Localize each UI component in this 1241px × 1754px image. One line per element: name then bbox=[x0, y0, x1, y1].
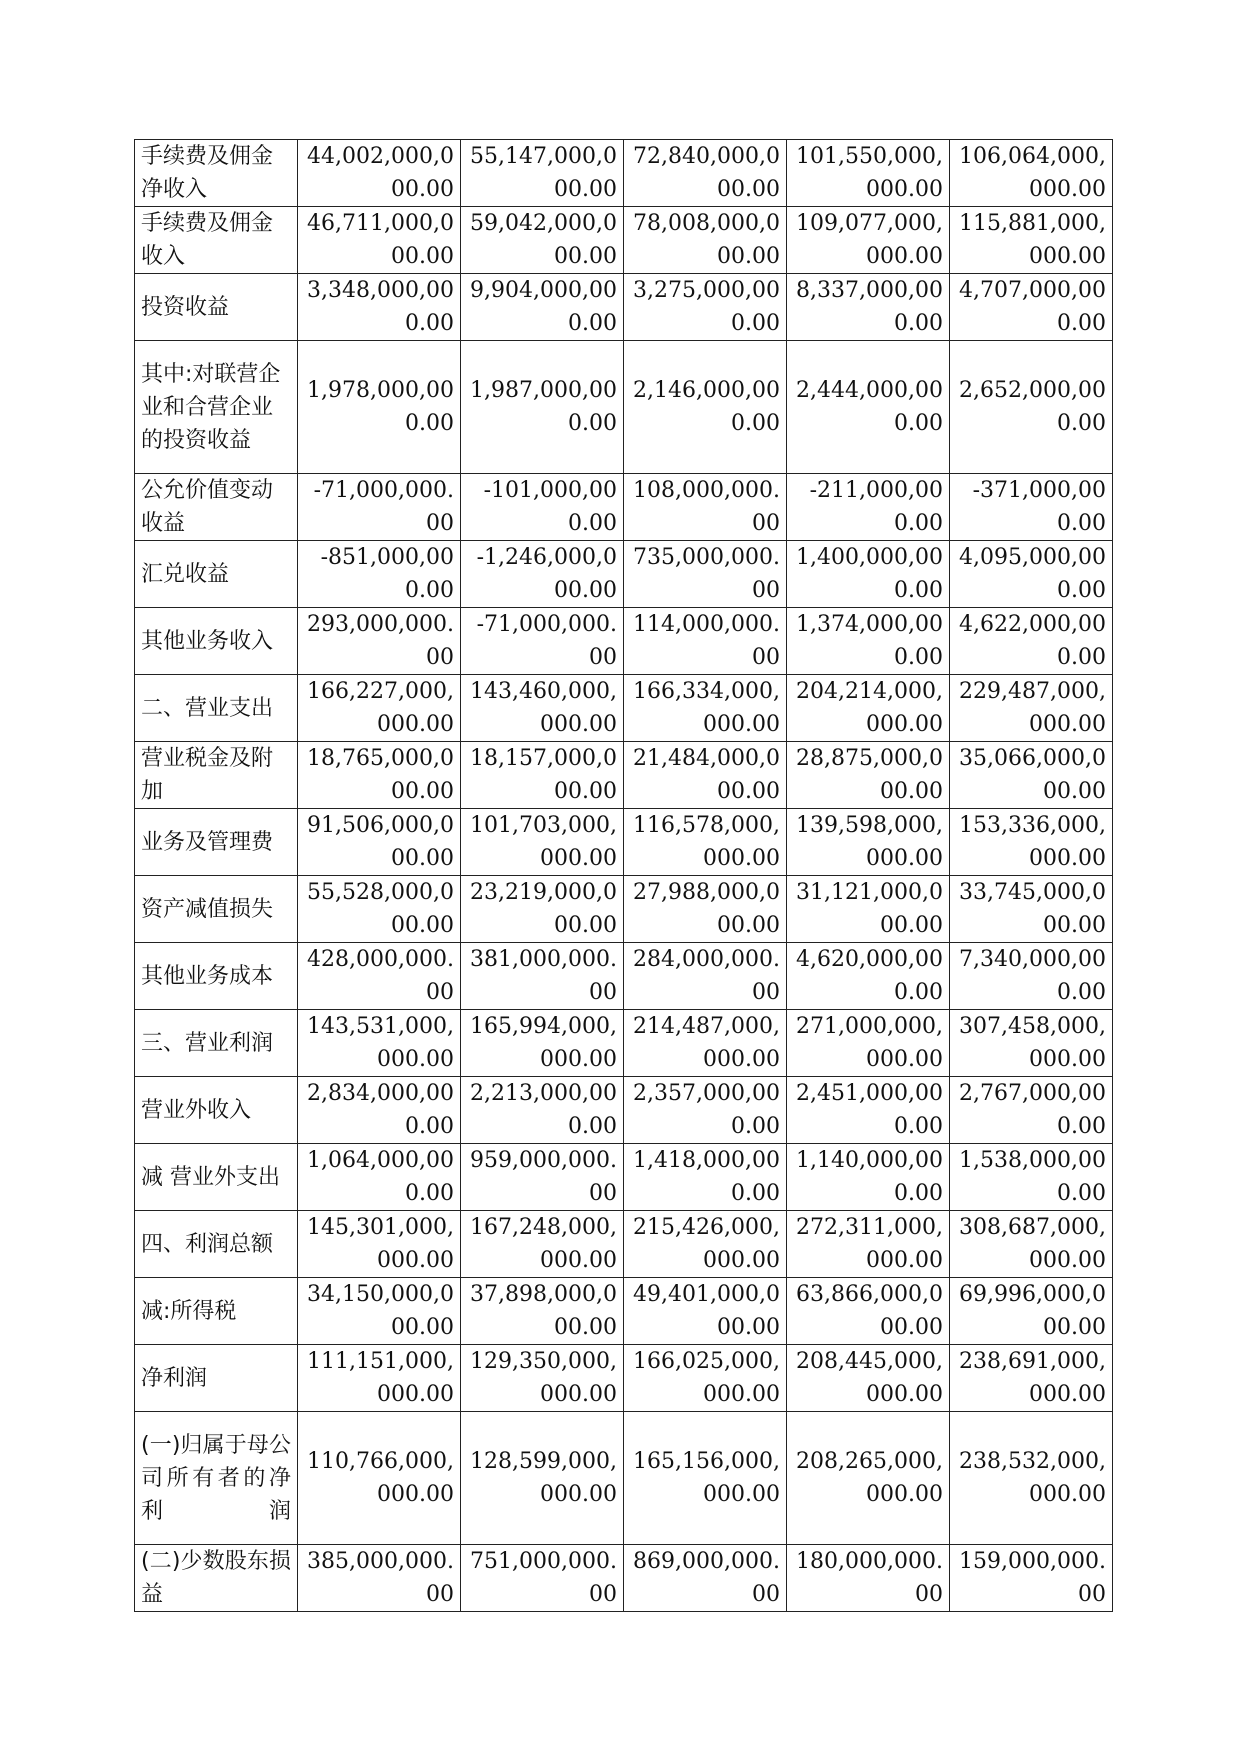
table-cell: -851,000,000.00 bbox=[298, 541, 461, 608]
table-row bbox=[135, 140, 1113, 207]
table-cell: 2,652,000,000.00 bbox=[950, 341, 1113, 474]
table-row bbox=[135, 742, 1113, 809]
row-label: 汇兑收益 bbox=[135, 541, 298, 608]
table-cell: 238,691,000,000.00 bbox=[950, 1345, 1113, 1412]
table-cell: 308,687,000,000.00 bbox=[950, 1211, 1113, 1278]
table-row bbox=[135, 474, 1113, 541]
table-row bbox=[135, 1211, 1113, 1278]
table-cell: 69,996,000,000.00 bbox=[950, 1278, 1113, 1345]
table-cell: 959,000,000.00 bbox=[461, 1144, 624, 1211]
table-row bbox=[135, 1545, 1113, 1612]
table-cell: 28,875,000,000.00 bbox=[787, 742, 950, 809]
table-cell: 115,881,000,000.00 bbox=[950, 207, 1113, 274]
table-cell: 3,275,000,000.00 bbox=[624, 274, 787, 341]
table-cell: 55,528,000,000.00 bbox=[298, 876, 461, 943]
table-cell: 165,156,000,000.00 bbox=[624, 1412, 787, 1545]
table-cell: 139,598,000,000.00 bbox=[787, 809, 950, 876]
table-cell: 1,400,000,000.00 bbox=[787, 541, 950, 608]
table-cell: 145,301,000,000.00 bbox=[298, 1211, 461, 1278]
table-cell: 428,000,000.00 bbox=[298, 943, 461, 1010]
table-cell: 23,219,000,000.00 bbox=[461, 876, 624, 943]
table-cell: 751,000,000.00 bbox=[461, 1545, 624, 1612]
table-row bbox=[135, 1144, 1113, 1211]
table-cell: 2,357,000,000.00 bbox=[624, 1077, 787, 1144]
table-cell: 7,340,000,000.00 bbox=[950, 943, 1113, 1010]
table-cell: 59,042,000,000.00 bbox=[461, 207, 624, 274]
table-cell: 167,248,000,000.00 bbox=[461, 1211, 624, 1278]
table-cell: 44,002,000,000.00 bbox=[298, 140, 461, 207]
table-cell: 1,987,000,000.00 bbox=[461, 341, 624, 474]
row-label: 二、营业支出 bbox=[135, 675, 298, 742]
table-cell: 37,898,000,000.00 bbox=[461, 1278, 624, 1345]
table-cell: 8,337,000,000.00 bbox=[787, 274, 950, 341]
table-cell: 34,150,000,000.00 bbox=[298, 1278, 461, 1345]
row-label: 手续费及佣金净收入 bbox=[135, 140, 298, 207]
table-cell: 101,703,000,000.00 bbox=[461, 809, 624, 876]
table-cell: 385,000,000.00 bbox=[298, 1545, 461, 1612]
table-cell: 214,487,000,000.00 bbox=[624, 1010, 787, 1077]
table-cell: 3,348,000,000.00 bbox=[298, 274, 461, 341]
table-cell: 27,988,000,000.00 bbox=[624, 876, 787, 943]
table-cell: 4,620,000,000.00 bbox=[787, 943, 950, 1010]
table-row bbox=[135, 207, 1113, 274]
table-cell: 238,532,000,000.00 bbox=[950, 1412, 1113, 1545]
table-cell: 307,458,000,000.00 bbox=[950, 1010, 1113, 1077]
table-cell: 293,000,000.00 bbox=[298, 608, 461, 675]
row-label: 公允价值变动收益 bbox=[135, 474, 298, 541]
table-row bbox=[135, 1412, 1113, 1545]
table-row bbox=[135, 1278, 1113, 1345]
table-cell: 4,622,000,000.00 bbox=[950, 608, 1113, 675]
table-row bbox=[135, 341, 1113, 474]
row-label: 净利润 bbox=[135, 1345, 298, 1412]
table-cell: 4,095,000,000.00 bbox=[950, 541, 1113, 608]
table-cell: -1,246,000,000.00 bbox=[461, 541, 624, 608]
table-cell: 114,000,000.00 bbox=[624, 608, 787, 675]
table-cell: 116,578,000,000.00 bbox=[624, 809, 787, 876]
row-label: 资产减值损失 bbox=[135, 876, 298, 943]
table-cell: 1,374,000,000.00 bbox=[787, 608, 950, 675]
table-cell: 46,711,000,000.00 bbox=[298, 207, 461, 274]
table-cell: 1,418,000,000.00 bbox=[624, 1144, 787, 1211]
table-row bbox=[135, 1010, 1113, 1077]
table-cell: 272,311,000,000.00 bbox=[787, 1211, 950, 1278]
table-cell: 2,767,000,000.00 bbox=[950, 1077, 1113, 1144]
table-cell: -71,000,000.00 bbox=[298, 474, 461, 541]
table-cell: 159,000,000.00 bbox=[950, 1545, 1113, 1612]
table-cell: 166,227,000,000.00 bbox=[298, 675, 461, 742]
table-cell: 110,766,000,000.00 bbox=[298, 1412, 461, 1545]
row-label: (二)少数股东损益 bbox=[135, 1545, 298, 1612]
table-cell: 143,460,000,000.00 bbox=[461, 675, 624, 742]
table-cell: 129,350,000,000.00 bbox=[461, 1345, 624, 1412]
table-cell: 33,745,000,000.00 bbox=[950, 876, 1113, 943]
table-cell: -71,000,000.00 bbox=[461, 608, 624, 675]
table-row bbox=[135, 1345, 1113, 1412]
row-label: 减 营业外支出 bbox=[135, 1144, 298, 1211]
row-label: (一)归属于母公司所有者的净利润 bbox=[135, 1412, 298, 1545]
table-cell: 1,538,000,000.00 bbox=[950, 1144, 1113, 1211]
table-cell: 1,064,000,000.00 bbox=[298, 1144, 461, 1211]
table-cell: 106,064,000,000.00 bbox=[950, 140, 1113, 207]
row-label: 业务及管理费 bbox=[135, 809, 298, 876]
table-cell: 143,531,000,000.00 bbox=[298, 1010, 461, 1077]
row-label: 其他业务成本 bbox=[135, 943, 298, 1010]
table-cell: 2,451,000,000.00 bbox=[787, 1077, 950, 1144]
row-label: 手续费及佣金收入 bbox=[135, 207, 298, 274]
table-cell: 78,008,000,000.00 bbox=[624, 207, 787, 274]
table-cell: 1,978,000,000.00 bbox=[298, 341, 461, 474]
table-row bbox=[135, 274, 1113, 341]
table-cell: 2,146,000,000.00 bbox=[624, 341, 787, 474]
table-cell: 215,426,000,000.00 bbox=[624, 1211, 787, 1278]
table-cell: 72,840,000,000.00 bbox=[624, 140, 787, 207]
table-row bbox=[135, 1077, 1113, 1144]
row-label: 减:所得税 bbox=[135, 1278, 298, 1345]
table-cell: 208,265,000,000.00 bbox=[787, 1412, 950, 1545]
table-cell: 1,140,000,000.00 bbox=[787, 1144, 950, 1211]
table-cell: 180,000,000.00 bbox=[787, 1545, 950, 1612]
table-cell: -101,000,000.00 bbox=[461, 474, 624, 541]
table-cell: 4,707,000,000.00 bbox=[950, 274, 1113, 341]
table-row bbox=[135, 675, 1113, 742]
table-cell: 381,000,000.00 bbox=[461, 943, 624, 1010]
table-cell: -211,000,000.00 bbox=[787, 474, 950, 541]
row-label: 营业税金及附加 bbox=[135, 742, 298, 809]
table-row bbox=[135, 876, 1113, 943]
row-label: 投资收益 bbox=[135, 274, 298, 341]
table-cell: 2,444,000,000.00 bbox=[787, 341, 950, 474]
table-cell: 49,401,000,000.00 bbox=[624, 1278, 787, 1345]
table-cell: 165,994,000,000.00 bbox=[461, 1010, 624, 1077]
income-statement-table bbox=[134, 139, 1113, 1612]
table-cell: 101,550,000,000.00 bbox=[787, 140, 950, 207]
table-cell: 91,506,000,000.00 bbox=[298, 809, 461, 876]
table-cell: 166,334,000,000.00 bbox=[624, 675, 787, 742]
table-cell: 31,121,000,000.00 bbox=[787, 876, 950, 943]
table-cell: 735,000,000.00 bbox=[624, 541, 787, 608]
table-cell: 35,066,000,000.00 bbox=[950, 742, 1113, 809]
table-cell: -371,000,000.00 bbox=[950, 474, 1113, 541]
table-cell: 284,000,000.00 bbox=[624, 943, 787, 1010]
table-row bbox=[135, 541, 1113, 608]
table-cell: 271,000,000,000.00 bbox=[787, 1010, 950, 1077]
table-cell: 229,487,000,000.00 bbox=[950, 675, 1113, 742]
table-cell: 63,866,000,000.00 bbox=[787, 1278, 950, 1345]
row-label: 营业外收入 bbox=[135, 1077, 298, 1144]
table-row bbox=[135, 809, 1113, 876]
table-cell: 108,000,000.00 bbox=[624, 474, 787, 541]
table-cell: 2,213,000,000.00 bbox=[461, 1077, 624, 1144]
table-row bbox=[135, 608, 1113, 675]
table-cell: 204,214,000,000.00 bbox=[787, 675, 950, 742]
table-cell: 2,834,000,000.00 bbox=[298, 1077, 461, 1144]
table-cell: 109,077,000,000.00 bbox=[787, 207, 950, 274]
row-label: 三、营业利润 bbox=[135, 1010, 298, 1077]
table-cell: 208,445,000,000.00 bbox=[787, 1345, 950, 1412]
table-cell: 166,025,000,000.00 bbox=[624, 1345, 787, 1412]
table-row bbox=[135, 943, 1113, 1010]
table-cell: 18,765,000,000.00 bbox=[298, 742, 461, 809]
table-cell: 21,484,000,000.00 bbox=[624, 742, 787, 809]
row-label: 其中:对联营企业和合营企业的投资收益 bbox=[135, 341, 298, 474]
row-label: 其他业务收入 bbox=[135, 608, 298, 675]
table-cell: 55,147,000,000.00 bbox=[461, 140, 624, 207]
table-cell: 111,151,000,000.00 bbox=[298, 1345, 461, 1412]
table-cell: 9,904,000,000.00 bbox=[461, 274, 624, 341]
row-label: 四、利润总额 bbox=[135, 1211, 298, 1278]
table-cell: 869,000,000.00 bbox=[624, 1545, 787, 1612]
table-cell: 153,336,000,000.00 bbox=[950, 809, 1113, 876]
table-cell: 128,599,000,000.00 bbox=[461, 1412, 624, 1545]
table-cell: 18,157,000,000.00 bbox=[461, 742, 624, 809]
